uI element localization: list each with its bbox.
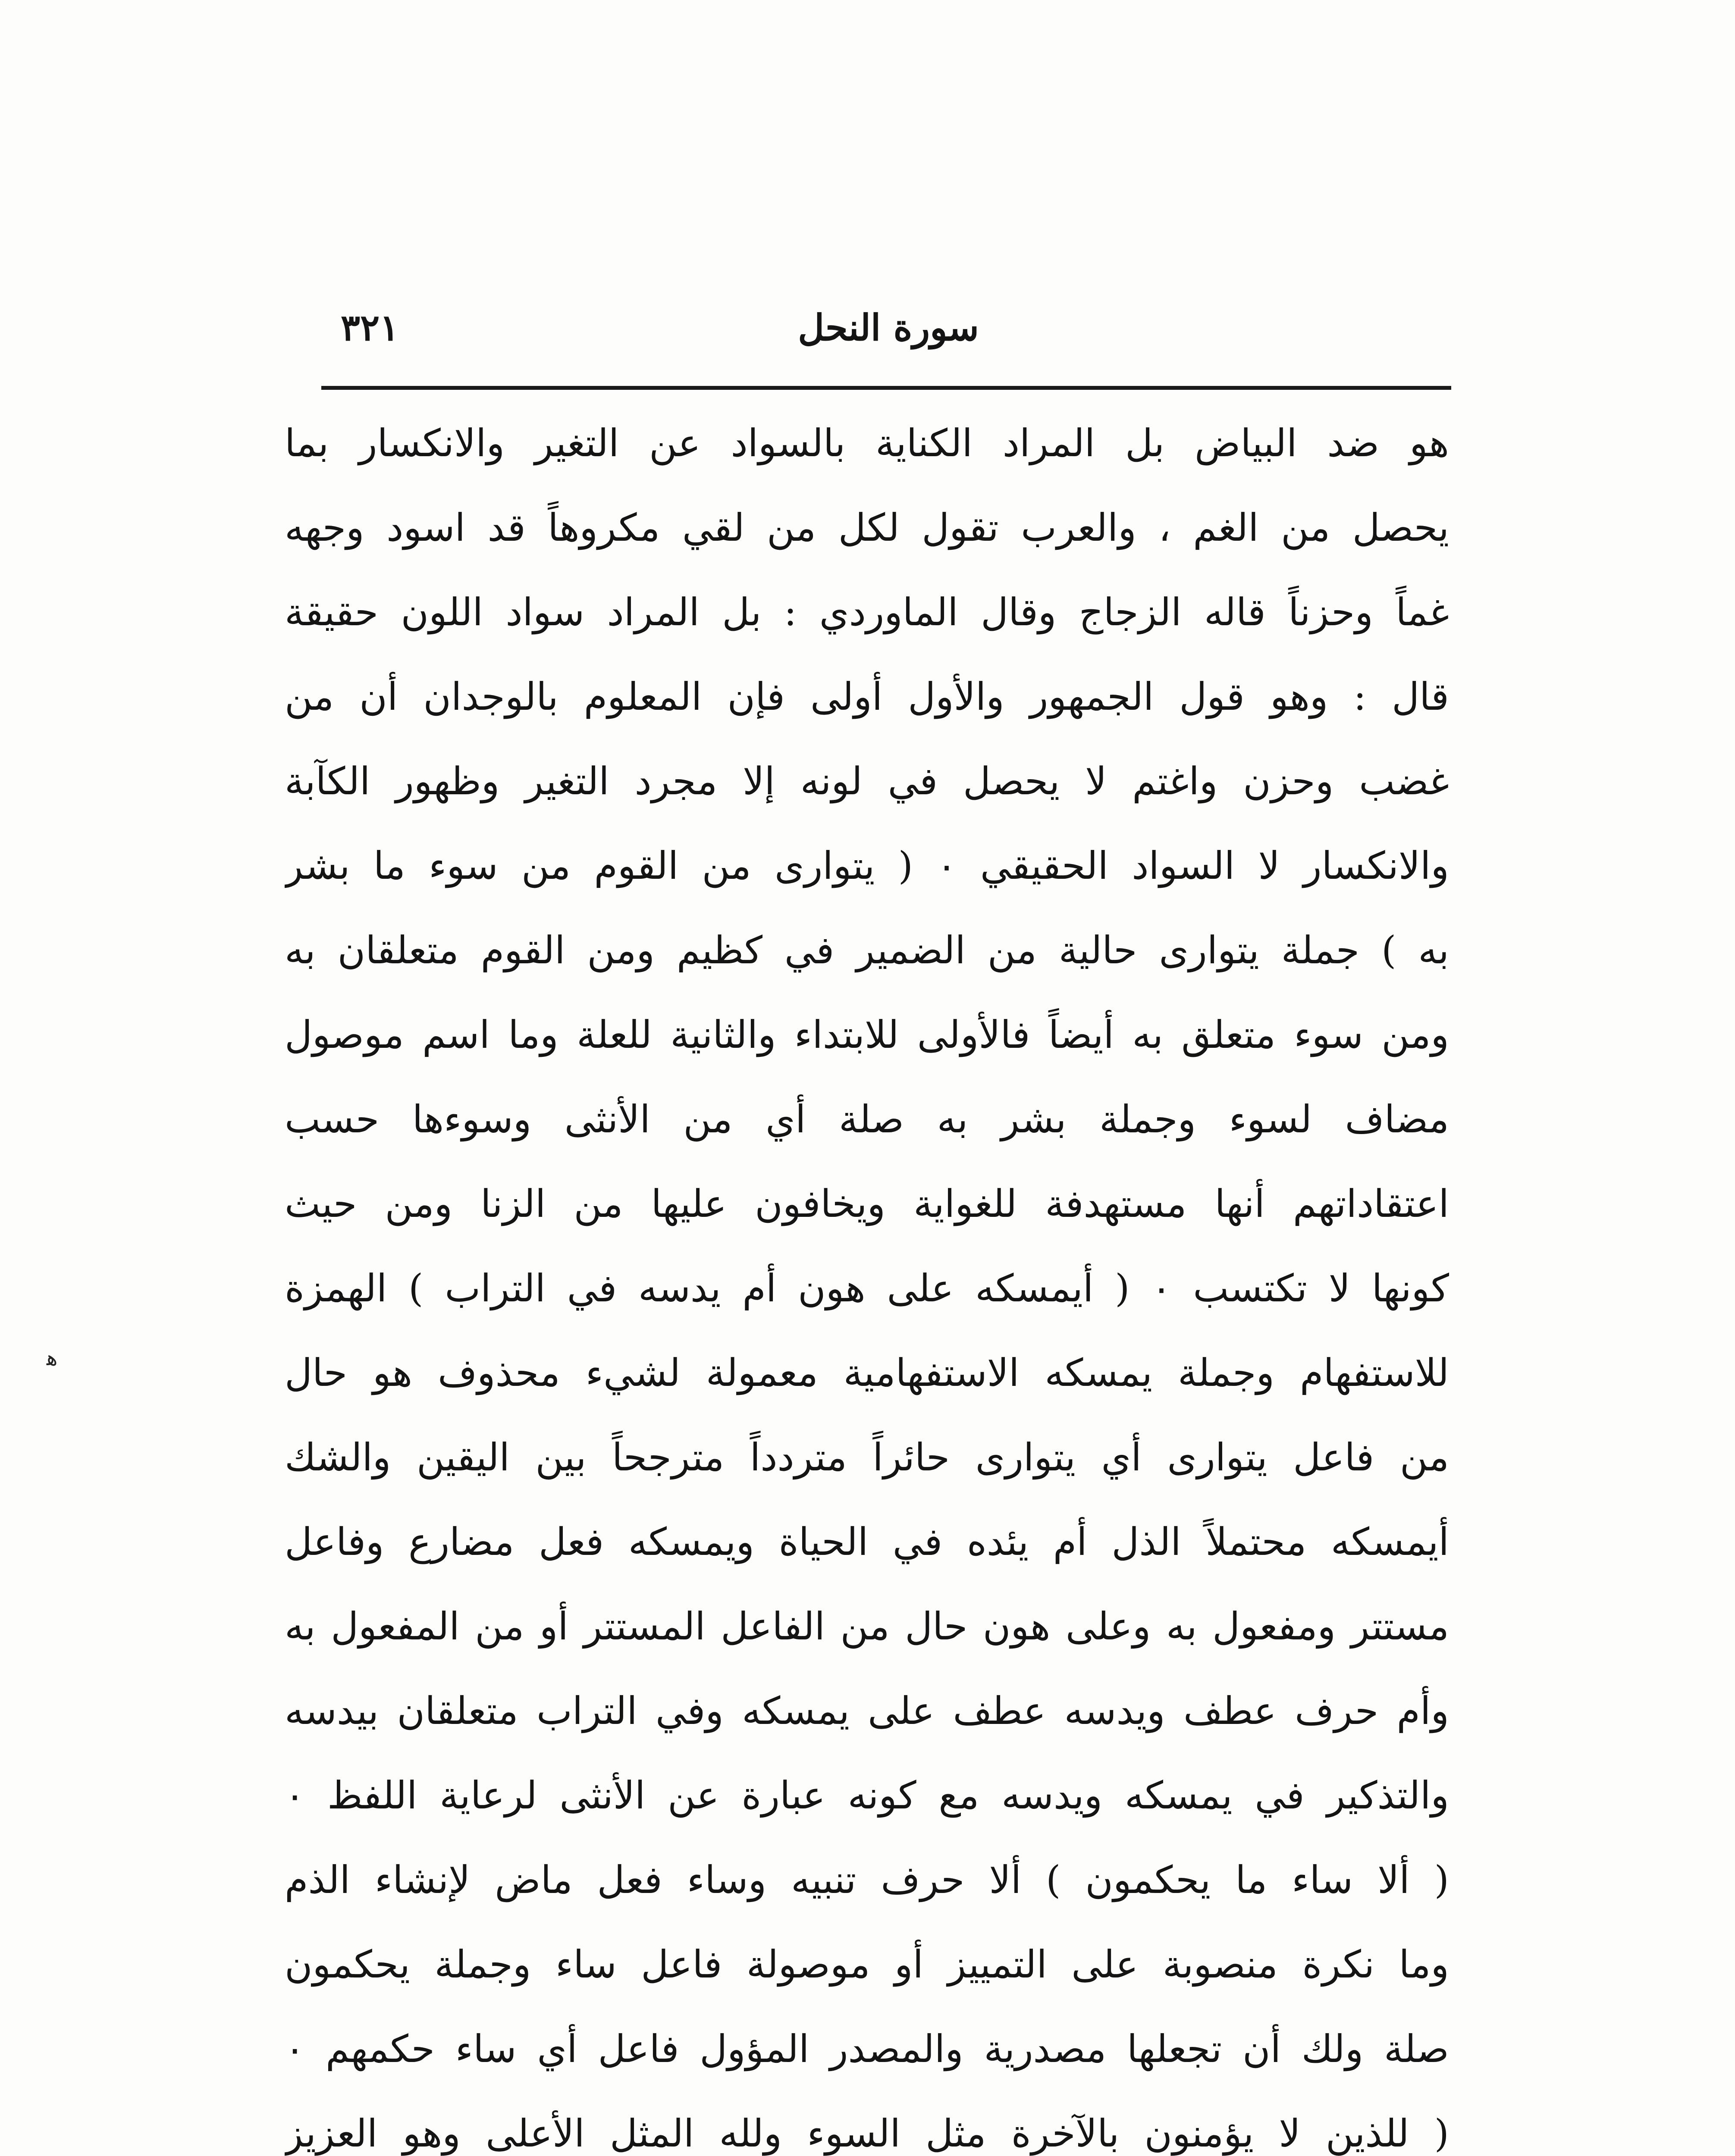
text-line: هو ضد البياض بل المراد الكناية بالسواد عن التغير والانكسار بما — [285, 421, 1449, 465]
text-line: به ) جملة يتوارى حالية من الضمير في كظيم ومن القوم متعلقان به — [285, 928, 1449, 972]
margin-mark: ﻫ — [47, 1346, 58, 1370]
text-line: قال : وهو قول الجمهور والأول أولى فإن المعلوم بالوجدان أن من — [285, 674, 1449, 719]
body-text — [285, 401, 1449, 2156]
text-line: من فاعل يتوارى أي يتوارى حائراً متردداً مترجحاً بين اليقين والشك — [285, 1435, 1449, 1479]
text-line: ومن سوء متعلق به أيضاً فالأولى للابتداء والثانية للعلة وما اسم موصول — [285, 1012, 1449, 1057]
text-line: مستتر ومفعول به وعلى هون حال من الفاعل المستتر أو من المفعول به — [285, 1604, 1449, 1648]
text-line: ( ألا ساء ما يحكمون ) ألا حرف تنبيه وساء فعل ماض لإنشاء الذم — [285, 1858, 1449, 1902]
text-line: صلة ولك أن تجعلها مصدرية والمصدر المؤول فاعل أي ساء حكمهم ٠ — [285, 2027, 1449, 2071]
header-rule — [321, 386, 1451, 390]
text-line: غماً وحزناً قاله الزجاج وقال الماوردي : بل المراد سواد اللون حقيقة — [285, 590, 1449, 634]
text-line: كونها لا تكتسب ٠ ( أيمسكه على هون أم يدسه في التراب ) الهمزة — [285, 1266, 1449, 1310]
running-header — [328, 298, 1449, 358]
text-line: وأم حرف عطف ويدسه عطف على يمسكه وفي التراب متعلقان بيدسه — [285, 1689, 1449, 1733]
text-line: يحصل من الغم ، والعرب تقول لكل من لقي مكروهاً قد اسود وجهه — [285, 505, 1449, 550]
page-number: ٣٢١ — [341, 306, 399, 349]
text-line: اعتقاداتهم أنها مستهدفة للغواية ويخافون عليها من الزنا ومن حيث — [285, 1181, 1449, 1226]
text-line: وما نكرة منصوبة على التمييز أو موصولة فاعل ساء وجملة يحكمون — [285, 1942, 1449, 1987]
text-line: والانكسار لا السواد الحقيقي ٠ ( يتوارى من القوم من سوء ما بشر — [285, 843, 1449, 888]
text-line: للاستفهام وجملة يمسكه الاستفهامية معمولة لشيء محذوف هو حال — [285, 1351, 1449, 1395]
text-line: ( للذين لا يؤمنون بالآخرة مثل السوء ولله المثل الأعلى وهو العزيز — [285, 2111, 1449, 2156]
surah-title: سورة النحل — [798, 306, 979, 349]
text-line: غضب وحزن واغتم لا يحصل في لونه إلا مجرد التغير وظهور الكآبة — [285, 759, 1449, 803]
text-line: أيمسكه محتملاً الذل أم يئده في الحياة ويمسكه فعل مضارع وفاعل — [285, 1520, 1449, 1564]
text-line: مضاف لسوء وجملة بشر به صلة أي من الأنثى وسوءها حسب — [285, 1097, 1449, 1141]
text-line: والتذكير في يمسكه ويدسه مع كونه عبارة عن الأنثى لرعاية اللفظ ٠ — [285, 1773, 1449, 1818]
